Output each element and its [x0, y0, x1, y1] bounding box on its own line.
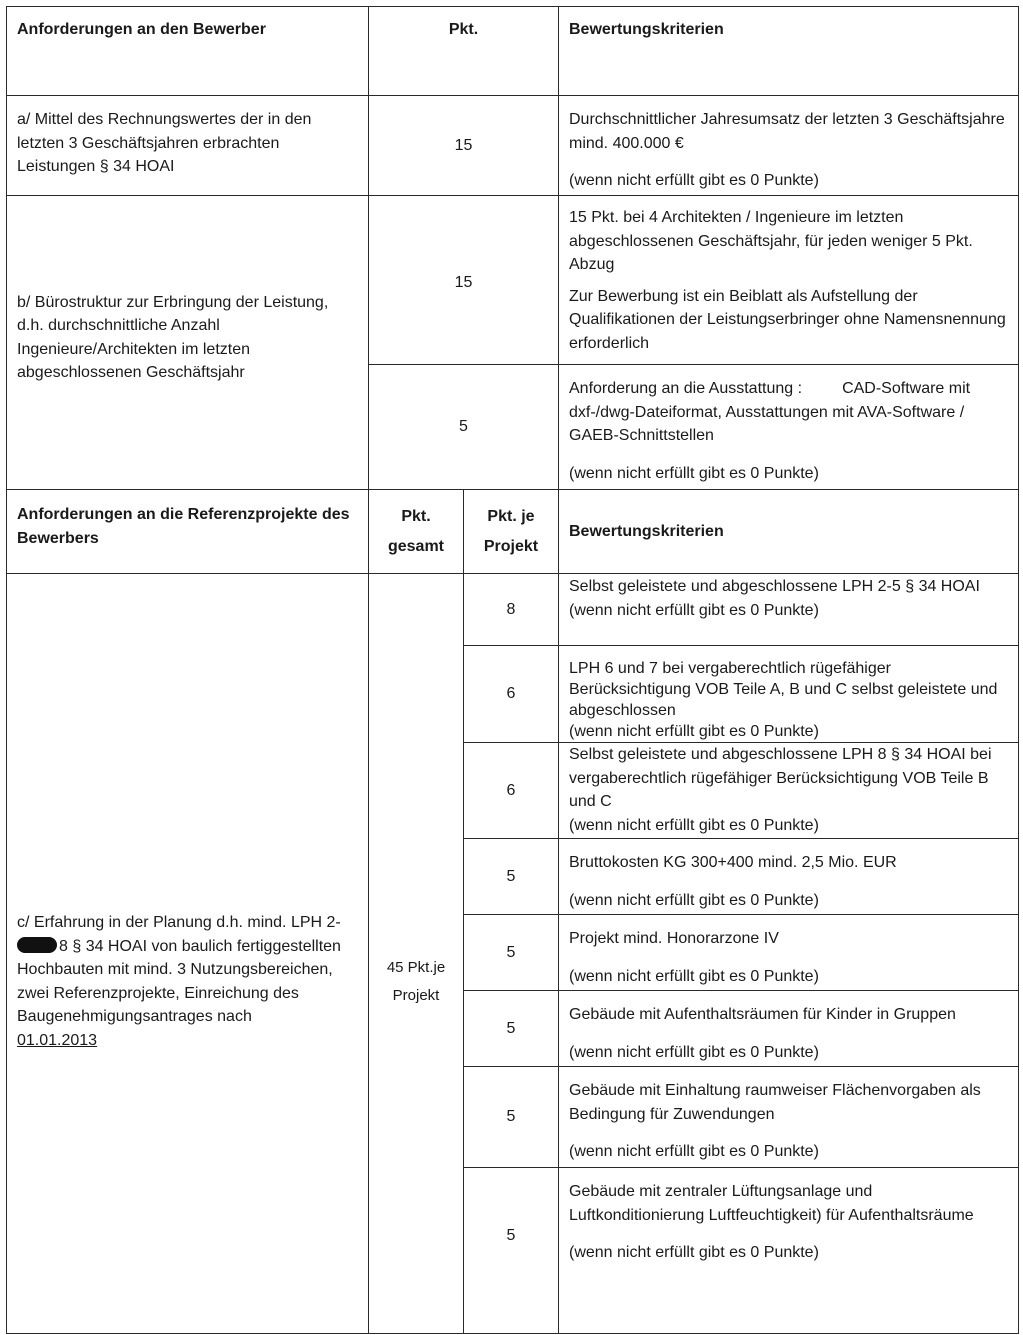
section2-header-row — [7, 490, 1019, 574]
criteria-a-note: (wenn nicht erfüllt gibt es 0 Punkte) — [569, 172, 819, 189]
item-criteria-note: (wenn nicht erfüllt gibt es 0 Punkte) — [569, 1143, 819, 1160]
item-criteria-note: (wenn nicht erfüllt gibt es 0 Punkte) — [569, 1043, 819, 1061]
item-points: 5 — [464, 839, 559, 915]
section1-header-row — [7, 7, 1019, 96]
criteria-b-2-note: (wenn nicht erfüllt gibt es 0 Punkte) — [569, 464, 819, 482]
requirement-c-date: 01.01.2013 — [17, 1031, 98, 1049]
item-points: 5 — [464, 915, 559, 991]
item-criteria-text: Gebäude mit Einhaltung raumweiser Flächenvorgaben als Bedingung für Zuwendungen — [569, 1082, 981, 1123]
requirement-c — [7, 574, 369, 1334]
item-points: 8 — [464, 574, 559, 646]
item-criteria — [559, 839, 1019, 915]
criteria-a — [559, 96, 1019, 196]
criteria-b-1-text: 15 Pkt. bei 4 Architekten / Ingenieure im letzten abgeschlossenen Geschäftsjahr, für jeden weniger 5 Pkt. Abzug — [569, 209, 973, 273]
item-criteria — [559, 646, 1019, 743]
item-criteria-note: (wenn nicht erfüllt gibt es 0 Punkte) — [569, 891, 819, 909]
item-criteria-note: (wenn nicht erfüllt gibt es 0 Punkte) — [569, 967, 819, 985]
item-criteria-note: (wenn nicht erfüllt gibt es 0 Punkte) — [569, 816, 819, 834]
item-criteria — [559, 991, 1019, 1067]
requirement-c-part2: 8 § 34 HOAI von baulich fertiggestellten Hochbauten mit mind. 3 Nutzungsbereichen, zwei Referenzprojekte, Einreichung des Baugenehmigungsantrages nach — [17, 937, 341, 1025]
criteria-b-1-text2: Zur Bewerbung ist ein Beiblatt als Aufstellung der Qualifikationen der Leistungserbringer ohne Namensnennung erforderlich — [569, 287, 1006, 352]
points-total-c: 45 Pkt.je Projekt — [369, 574, 464, 1334]
item-points: 5 — [464, 1067, 559, 1168]
item-criteria-text: Gebäude mit zentraler Lüftungsanlage und Luftkonditionierung Luftfeuchtigkeit) für Aufenthaltsräume — [569, 1183, 974, 1224]
item-points: 6 — [464, 743, 559, 839]
item-points: 5 — [464, 991, 559, 1067]
evaluation-table — [6, 6, 1019, 1334]
item-criteria — [559, 1168, 1019, 1334]
header2-points-per-project: Pkt. je Projekt — [464, 490, 559, 574]
item-criteria — [559, 1067, 1019, 1168]
points-a: 15 — [369, 96, 559, 196]
item-criteria — [559, 915, 1019, 991]
row-b-1 — [7, 196, 1019, 365]
item-criteria-text: Selbst geleistete und abgeschlossene LPH 2-5 § 34 HOAI — [569, 578, 980, 595]
item-criteria-text: Bruttokosten KG 300+400 mind. 2,5 Mio. EUR — [569, 854, 897, 871]
header2-points-total: Pkt. gesamt — [369, 490, 464, 574]
points-b-2: 5 — [369, 365, 559, 490]
criteria-a-text: Durchschnittlicher Jahresumsatz der letzten 3 Geschäftsjahre mind. 400.000 € — [569, 111, 1005, 152]
header-criteria: Bewertungskriterien — [559, 7, 1019, 96]
item-criteria-text: Gebäude mit Aufenthaltsräumen für Kinder in Gruppen — [569, 1006, 956, 1023]
item-criteria-note: (wenn nicht erfüllt gibt es 0 Punkte) — [569, 723, 819, 740]
requirement-a: a/ Mittel des Rechnungswertes der in den letzten 3 Geschäftsjahren erbrachten Leistungen § 34 HOAI — [7, 96, 369, 196]
redaction-mark — [17, 937, 57, 953]
item-points: 5 — [464, 1168, 559, 1334]
item-criteria-text: LPH 6 und 7 bei vergaberechtlich rügefähiger Berücksichtigung VOB Teile A, B und C selbst geleistete und abgeschlossen — [569, 660, 998, 719]
criteria-b-2-text: Anforderung an die Ausstattung : CAD-Software mit dxf-/dwg-Dateiformat, Ausstattungen mit AVA-Software / GAEB-Schnittstellen — [569, 380, 975, 444]
header2-criteria: Bewertungskriterien — [559, 490, 1019, 574]
item-points: 6 — [464, 646, 559, 743]
criteria-b-1 — [559, 196, 1019, 365]
item-criteria-text: Projekt mind. Honorarzone IV — [569, 930, 779, 947]
header-requirement: Anforderungen an den Bewerber — [7, 7, 369, 96]
points-b-1: 15 — [369, 196, 559, 365]
header2-requirement: Anforderungen an die Referenzprojekte des Bewerbers — [7, 490, 369, 574]
header-points: Pkt. — [369, 7, 559, 96]
item-criteria — [559, 574, 1019, 646]
criteria-b-2 — [559, 365, 1019, 490]
row-a — [7, 96, 1019, 196]
item-criteria-note: (wenn nicht erfüllt gibt es 0 Punkte) — [569, 601, 819, 619]
row-c-item — [7, 574, 1019, 646]
requirement-c-part1: c/ Erfahrung in der Planung d.h. mind. LPH 2- — [17, 914, 341, 931]
requirement-b: b/ Bürostruktur zur Erbringung der Leistung, d.h. durchschnittliche Anzahl Ingenieure/Architekten im letzten abgeschlossenen Geschäftsjahr — [7, 196, 369, 490]
item-criteria-note: (wenn nicht erfüllt gibt es 0 Punkte) — [569, 1244, 819, 1261]
item-criteria-text: Selbst geleistete und abgeschlossene LPH 8 § 34 HOAI bei vergaberechtlich rügefähiger Berücksichtigung VOB Teile B und C — [569, 746, 992, 810]
item-criteria — [559, 743, 1019, 839]
